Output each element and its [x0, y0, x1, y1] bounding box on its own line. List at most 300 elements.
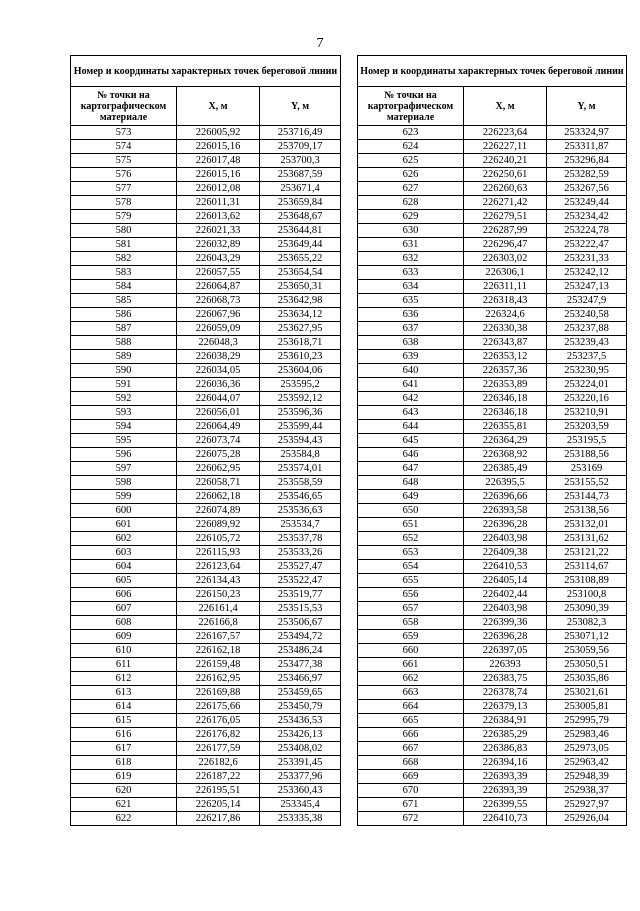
table-row	[71, 784, 341, 798]
x-coordinate-cell: 226048,3	[177, 336, 260, 350]
table-row	[358, 630, 627, 644]
point-number-cell: 580	[71, 224, 177, 238]
x-coordinate-cell: 226195,51	[177, 784, 260, 798]
y-coordinate-cell: 253249,44	[547, 196, 627, 210]
x-coordinate-cell: 226187,22	[177, 770, 260, 784]
point-number-cell: 627	[358, 182, 464, 196]
table-row	[358, 434, 627, 448]
table-row	[358, 658, 627, 672]
y-coordinate-cell: 253466,97	[260, 672, 341, 686]
table-row	[358, 728, 627, 742]
y-coordinate-cell: 253210,91	[547, 406, 627, 420]
y-coordinate-cell: 253100,8	[547, 588, 627, 602]
x-coordinate-cell: 226227,11	[464, 140, 547, 154]
x-coordinate-cell: 226279,51	[464, 210, 547, 224]
table-row	[358, 252, 627, 266]
table-row	[71, 770, 341, 784]
y-coordinate-cell: 253311,87	[547, 140, 627, 154]
y-coordinate-cell: 252927,97	[547, 798, 627, 812]
x-coordinate-cell: 226032,89	[177, 238, 260, 252]
x-coordinate-cell: 226038,29	[177, 350, 260, 364]
y-coordinate-cell: 253534,7	[260, 518, 341, 532]
column-header-point-number: № точки на картографическом материале	[71, 87, 177, 126]
x-coordinate-cell: 226379,13	[464, 700, 547, 714]
x-coordinate-cell: 226043,29	[177, 252, 260, 266]
x-coordinate-cell: 226393,39	[464, 784, 547, 798]
point-number-cell: 629	[358, 210, 464, 224]
y-coordinate-cell: 252963,42	[547, 756, 627, 770]
y-coordinate-cell: 253618,71	[260, 336, 341, 350]
x-coordinate-cell: 226355,81	[464, 420, 547, 434]
point-number-cell: 631	[358, 238, 464, 252]
table-row	[71, 728, 341, 742]
x-coordinate-cell: 226405,14	[464, 574, 547, 588]
table-row	[358, 140, 627, 154]
y-coordinate-cell: 253459,65	[260, 686, 341, 700]
x-coordinate-cell: 226353,12	[464, 350, 547, 364]
y-coordinate-cell: 253132,01	[547, 518, 627, 532]
x-coordinate-cell: 226056,01	[177, 406, 260, 420]
page-number: 7	[316, 36, 324, 51]
y-coordinate-cell: 253648,67	[260, 210, 341, 224]
y-coordinate-cell: 253247,9	[547, 294, 627, 308]
table-row	[71, 280, 341, 294]
table-row	[358, 336, 627, 350]
point-number-cell: 598	[71, 476, 177, 490]
point-number-cell: 584	[71, 280, 177, 294]
point-number-cell: 644	[358, 420, 464, 434]
table-row	[71, 308, 341, 322]
point-number-cell: 625	[358, 154, 464, 168]
y-coordinate-cell: 253071,12	[547, 630, 627, 644]
x-coordinate-cell: 226311,11	[464, 280, 547, 294]
y-coordinate-cell: 253709,17	[260, 140, 341, 154]
point-number-cell: 621	[71, 798, 177, 812]
y-coordinate-cell: 253450,79	[260, 700, 341, 714]
y-coordinate-cell: 253649,44	[260, 238, 341, 252]
point-number-cell: 628	[358, 196, 464, 210]
y-coordinate-cell: 252926,04	[547, 812, 627, 826]
table-row	[358, 280, 627, 294]
y-coordinate-cell: 253558,59	[260, 476, 341, 490]
y-coordinate-cell: 253242,12	[547, 266, 627, 280]
table-row	[71, 714, 341, 728]
x-coordinate-cell: 226346,18	[464, 392, 547, 406]
x-coordinate-cell: 226368,92	[464, 448, 547, 462]
y-coordinate-cell: 253533,26	[260, 546, 341, 560]
point-number-cell: 630	[358, 224, 464, 238]
y-coordinate-cell: 253659,84	[260, 196, 341, 210]
x-coordinate-cell: 226176,05	[177, 714, 260, 728]
table-row	[358, 322, 627, 336]
table-row	[71, 532, 341, 546]
point-number-cell: 637	[358, 322, 464, 336]
y-coordinate-cell: 253247,13	[547, 280, 627, 294]
x-coordinate-cell: 226395,5	[464, 476, 547, 490]
table-row	[358, 182, 627, 196]
table-row	[358, 588, 627, 602]
point-number-cell: 582	[71, 252, 177, 266]
table-row	[71, 322, 341, 336]
x-coordinate-cell: 226353,89	[464, 378, 547, 392]
table-row	[358, 196, 627, 210]
y-coordinate-cell: 253239,43	[547, 336, 627, 350]
x-coordinate-cell: 226271,42	[464, 196, 547, 210]
point-number-cell: 643	[358, 406, 464, 420]
table-row	[358, 462, 627, 476]
y-coordinate-cell: 253426,13	[260, 728, 341, 742]
point-number-cell: 652	[358, 532, 464, 546]
table-row	[358, 378, 627, 392]
table-row	[358, 448, 627, 462]
x-coordinate-cell: 226073,74	[177, 434, 260, 448]
point-number-cell: 608	[71, 616, 177, 630]
x-coordinate-cell: 226167,57	[177, 630, 260, 644]
y-coordinate-cell: 253592,12	[260, 392, 341, 406]
point-number-cell: 665	[358, 714, 464, 728]
y-coordinate-cell: 253195,5	[547, 434, 627, 448]
point-number-cell: 632	[358, 252, 464, 266]
x-coordinate-cell: 226378,74	[464, 686, 547, 700]
table-row	[358, 406, 627, 420]
point-number-cell: 622	[71, 812, 177, 826]
y-coordinate-cell: 253574,01	[260, 462, 341, 476]
y-coordinate-cell: 253522,47	[260, 574, 341, 588]
table-row	[71, 630, 341, 644]
x-coordinate-cell: 226384,91	[464, 714, 547, 728]
y-coordinate-cell: 253671,4	[260, 182, 341, 196]
x-coordinate-cell: 226067,96	[177, 308, 260, 322]
table-row	[358, 742, 627, 756]
point-number-cell: 588	[71, 336, 177, 350]
x-coordinate-cell: 226410,53	[464, 560, 547, 574]
point-number-cell: 600	[71, 504, 177, 518]
x-coordinate-cell: 226058,71	[177, 476, 260, 490]
point-number-cell: 610	[71, 644, 177, 658]
x-coordinate-cell: 226346,18	[464, 406, 547, 420]
x-coordinate-cell: 226324,6	[464, 308, 547, 322]
table-row	[358, 672, 627, 686]
y-coordinate-cell: 253594,43	[260, 434, 341, 448]
table-row	[358, 532, 627, 546]
point-number-cell: 667	[358, 742, 464, 756]
point-number-cell: 651	[358, 518, 464, 532]
x-coordinate-cell: 226409,38	[464, 546, 547, 560]
point-number-cell: 635	[358, 294, 464, 308]
x-coordinate-cell: 226175,66	[177, 700, 260, 714]
y-coordinate-cell: 253335,38	[260, 812, 341, 826]
y-coordinate-cell: 253527,47	[260, 560, 341, 574]
y-coordinate-cell: 253240,58	[547, 308, 627, 322]
x-coordinate-cell: 226005,92	[177, 126, 260, 140]
x-coordinate-cell: 226330,38	[464, 322, 547, 336]
x-coordinate-cell: 226182,6	[177, 756, 260, 770]
point-number-cell: 609	[71, 630, 177, 644]
y-coordinate-cell: 253655,22	[260, 252, 341, 266]
column-header-x: X, м	[177, 87, 260, 126]
x-coordinate-cell: 226393	[464, 658, 547, 672]
table-title: Номер и координаты характерных точек береговой линии	[358, 56, 627, 87]
y-coordinate-cell: 253391,45	[260, 756, 341, 770]
y-coordinate-cell: 253610,23	[260, 350, 341, 364]
table-row	[358, 476, 627, 490]
y-coordinate-cell: 253604,06	[260, 364, 341, 378]
table-row	[358, 308, 627, 322]
table-row	[71, 252, 341, 266]
y-coordinate-cell: 253131,62	[547, 532, 627, 546]
point-number-cell: 578	[71, 196, 177, 210]
table-row	[358, 420, 627, 434]
x-coordinate-cell: 226394,16	[464, 756, 547, 770]
y-coordinate-cell: 253155,52	[547, 476, 627, 490]
y-coordinate-cell: 253035,86	[547, 672, 627, 686]
x-coordinate-cell: 226306,1	[464, 266, 547, 280]
point-number-cell: 594	[71, 420, 177, 434]
table-row	[71, 154, 341, 168]
table-row	[358, 224, 627, 238]
table-row	[358, 770, 627, 784]
point-number-cell: 577	[71, 182, 177, 196]
point-number-cell: 612	[71, 672, 177, 686]
y-coordinate-cell: 253596,36	[260, 406, 341, 420]
y-coordinate-cell: 253050,51	[547, 658, 627, 672]
y-coordinate-cell: 253627,95	[260, 322, 341, 336]
table-row	[71, 182, 341, 196]
point-number-cell: 669	[358, 770, 464, 784]
y-coordinate-cell: 253237,5	[547, 350, 627, 364]
y-coordinate-cell: 252973,05	[547, 742, 627, 756]
y-coordinate-cell: 253234,42	[547, 210, 627, 224]
table-row	[71, 560, 341, 574]
table-row	[71, 140, 341, 154]
y-coordinate-cell: 253700,3	[260, 154, 341, 168]
x-coordinate-cell: 226399,36	[464, 616, 547, 630]
x-coordinate-cell: 226176,82	[177, 728, 260, 742]
table-row	[358, 546, 627, 560]
y-coordinate-cell: 253654,54	[260, 266, 341, 280]
y-coordinate-cell: 253644,81	[260, 224, 341, 238]
table-row	[71, 644, 341, 658]
point-number-cell: 583	[71, 266, 177, 280]
table-row	[71, 672, 341, 686]
y-coordinate-cell: 253477,38	[260, 658, 341, 672]
table-row	[358, 644, 627, 658]
point-number-cell: 662	[358, 672, 464, 686]
point-number-cell: 645	[358, 434, 464, 448]
y-coordinate-cell: 253546,65	[260, 490, 341, 504]
x-coordinate-cell: 226393,39	[464, 770, 547, 784]
point-number-cell: 650	[358, 504, 464, 518]
y-coordinate-cell: 253114,67	[547, 560, 627, 574]
y-coordinate-cell: 253230,95	[547, 364, 627, 378]
table-row	[71, 378, 341, 392]
y-coordinate-cell: 253716,49	[260, 126, 341, 140]
x-coordinate-cell: 226318,43	[464, 294, 547, 308]
x-coordinate-cell: 226402,44	[464, 588, 547, 602]
table-row	[71, 462, 341, 476]
point-number-cell: 604	[71, 560, 177, 574]
point-number-cell: 586	[71, 308, 177, 322]
x-coordinate-cell: 226162,18	[177, 644, 260, 658]
table-row	[71, 686, 341, 700]
point-number-cell: 647	[358, 462, 464, 476]
table-row	[71, 196, 341, 210]
table-row	[358, 812, 627, 826]
table-row	[358, 560, 627, 574]
x-coordinate-cell: 226303,02	[464, 252, 547, 266]
x-coordinate-cell: 226064,49	[177, 420, 260, 434]
x-coordinate-cell: 226393,58	[464, 504, 547, 518]
table-row	[71, 168, 341, 182]
x-coordinate-cell: 226223,64	[464, 126, 547, 140]
table-row	[71, 756, 341, 770]
point-number-cell: 618	[71, 756, 177, 770]
point-number-cell: 574	[71, 140, 177, 154]
table-row	[358, 518, 627, 532]
point-number-cell: 657	[358, 602, 464, 616]
table-row	[358, 784, 627, 798]
x-coordinate-cell: 226074,89	[177, 504, 260, 518]
point-number-cell: 658	[358, 616, 464, 630]
y-coordinate-cell: 253090,39	[547, 602, 627, 616]
y-coordinate-cell: 253687,59	[260, 168, 341, 182]
table-row	[71, 336, 341, 350]
point-number-cell: 619	[71, 770, 177, 784]
table-row	[71, 602, 341, 616]
y-coordinate-cell: 253634,12	[260, 308, 341, 322]
x-coordinate-cell: 226015,16	[177, 140, 260, 154]
y-coordinate-cell: 253267,56	[547, 182, 627, 196]
point-number-cell: 593	[71, 406, 177, 420]
point-number-cell: 655	[358, 574, 464, 588]
y-coordinate-cell: 253169	[547, 462, 627, 476]
point-number-cell: 666	[358, 728, 464, 742]
y-coordinate-cell: 253138,56	[547, 504, 627, 518]
x-coordinate-cell: 226403,98	[464, 532, 547, 546]
x-coordinate-cell: 226287,99	[464, 224, 547, 238]
y-coordinate-cell: 253650,31	[260, 280, 341, 294]
table-row	[358, 616, 627, 630]
column-header-x: X, м	[464, 87, 547, 126]
x-coordinate-cell: 226364,29	[464, 434, 547, 448]
table-body	[358, 126, 627, 826]
point-number-cell: 601	[71, 518, 177, 532]
table-row	[358, 266, 627, 280]
table-row	[358, 294, 627, 308]
point-number-cell: 573	[71, 126, 177, 140]
point-number-cell: 672	[358, 812, 464, 826]
column-header-y: Y, м	[260, 87, 341, 126]
table-row	[71, 518, 341, 532]
point-number-cell: 639	[358, 350, 464, 364]
y-coordinate-cell: 253121,22	[547, 546, 627, 560]
point-number-cell: 633	[358, 266, 464, 280]
point-number-cell: 614	[71, 700, 177, 714]
x-coordinate-cell: 226177,59	[177, 742, 260, 756]
column-header-y: Y, м	[547, 87, 627, 126]
point-number-cell: 648	[358, 476, 464, 490]
point-number-cell: 661	[358, 658, 464, 672]
column-header-point-number: № точки на картографическом материале	[358, 87, 464, 126]
table-row	[71, 700, 341, 714]
y-coordinate-cell: 253282,59	[547, 168, 627, 182]
x-coordinate-cell: 226205,14	[177, 798, 260, 812]
x-coordinate-cell: 226012,08	[177, 182, 260, 196]
table-row	[358, 714, 627, 728]
point-number-cell: 623	[358, 126, 464, 140]
point-number-cell: 620	[71, 784, 177, 798]
point-number-cell: 616	[71, 728, 177, 742]
table-row	[358, 574, 627, 588]
table-row	[71, 476, 341, 490]
point-number-cell: 638	[358, 336, 464, 350]
x-coordinate-cell: 226397,05	[464, 644, 547, 658]
table-row	[358, 350, 627, 364]
point-number-cell: 663	[358, 686, 464, 700]
x-coordinate-cell: 226166,8	[177, 616, 260, 630]
x-coordinate-cell: 226115,93	[177, 546, 260, 560]
table-row	[71, 588, 341, 602]
point-number-cell: 636	[358, 308, 464, 322]
x-coordinate-cell: 226062,95	[177, 462, 260, 476]
x-coordinate-cell: 226396,28	[464, 518, 547, 532]
point-number-cell: 611	[71, 658, 177, 672]
x-coordinate-cell: 226075,28	[177, 448, 260, 462]
point-number-cell: 649	[358, 490, 464, 504]
table-row	[71, 490, 341, 504]
y-coordinate-cell: 253436,53	[260, 714, 341, 728]
table-row	[358, 238, 627, 252]
y-coordinate-cell: 253345,4	[260, 798, 341, 812]
x-coordinate-cell: 226013,62	[177, 210, 260, 224]
point-number-cell: 575	[71, 154, 177, 168]
x-coordinate-cell: 226385,29	[464, 728, 547, 742]
point-number-cell: 603	[71, 546, 177, 560]
y-coordinate-cell: 253108,89	[547, 574, 627, 588]
y-coordinate-cell: 253324,97	[547, 126, 627, 140]
table-row	[358, 798, 627, 812]
point-number-cell: 590	[71, 364, 177, 378]
x-coordinate-cell: 226159,48	[177, 658, 260, 672]
table-row	[71, 420, 341, 434]
point-number-cell: 642	[358, 392, 464, 406]
x-coordinate-cell: 226410,73	[464, 812, 547, 826]
point-number-cell: 617	[71, 742, 177, 756]
table-row	[358, 490, 627, 504]
x-coordinate-cell: 226017,48	[177, 154, 260, 168]
x-coordinate-cell: 226123,64	[177, 560, 260, 574]
table-row	[358, 602, 627, 616]
point-number-cell: 613	[71, 686, 177, 700]
point-number-cell: 624	[358, 140, 464, 154]
x-coordinate-cell: 226161,4	[177, 602, 260, 616]
x-coordinate-cell: 226059,09	[177, 322, 260, 336]
point-number-cell: 660	[358, 644, 464, 658]
point-number-cell: 653	[358, 546, 464, 560]
table-row	[71, 210, 341, 224]
y-coordinate-cell: 253224,78	[547, 224, 627, 238]
x-coordinate-cell: 226089,92	[177, 518, 260, 532]
point-number-cell: 576	[71, 168, 177, 182]
x-coordinate-cell: 226068,73	[177, 294, 260, 308]
point-number-cell: 591	[71, 378, 177, 392]
y-coordinate-cell: 253021,61	[547, 686, 627, 700]
table-row	[71, 406, 341, 420]
x-coordinate-cell: 226044,07	[177, 392, 260, 406]
y-coordinate-cell: 253059,56	[547, 644, 627, 658]
y-coordinate-cell: 253005,81	[547, 700, 627, 714]
x-coordinate-cell: 226343,87	[464, 336, 547, 350]
